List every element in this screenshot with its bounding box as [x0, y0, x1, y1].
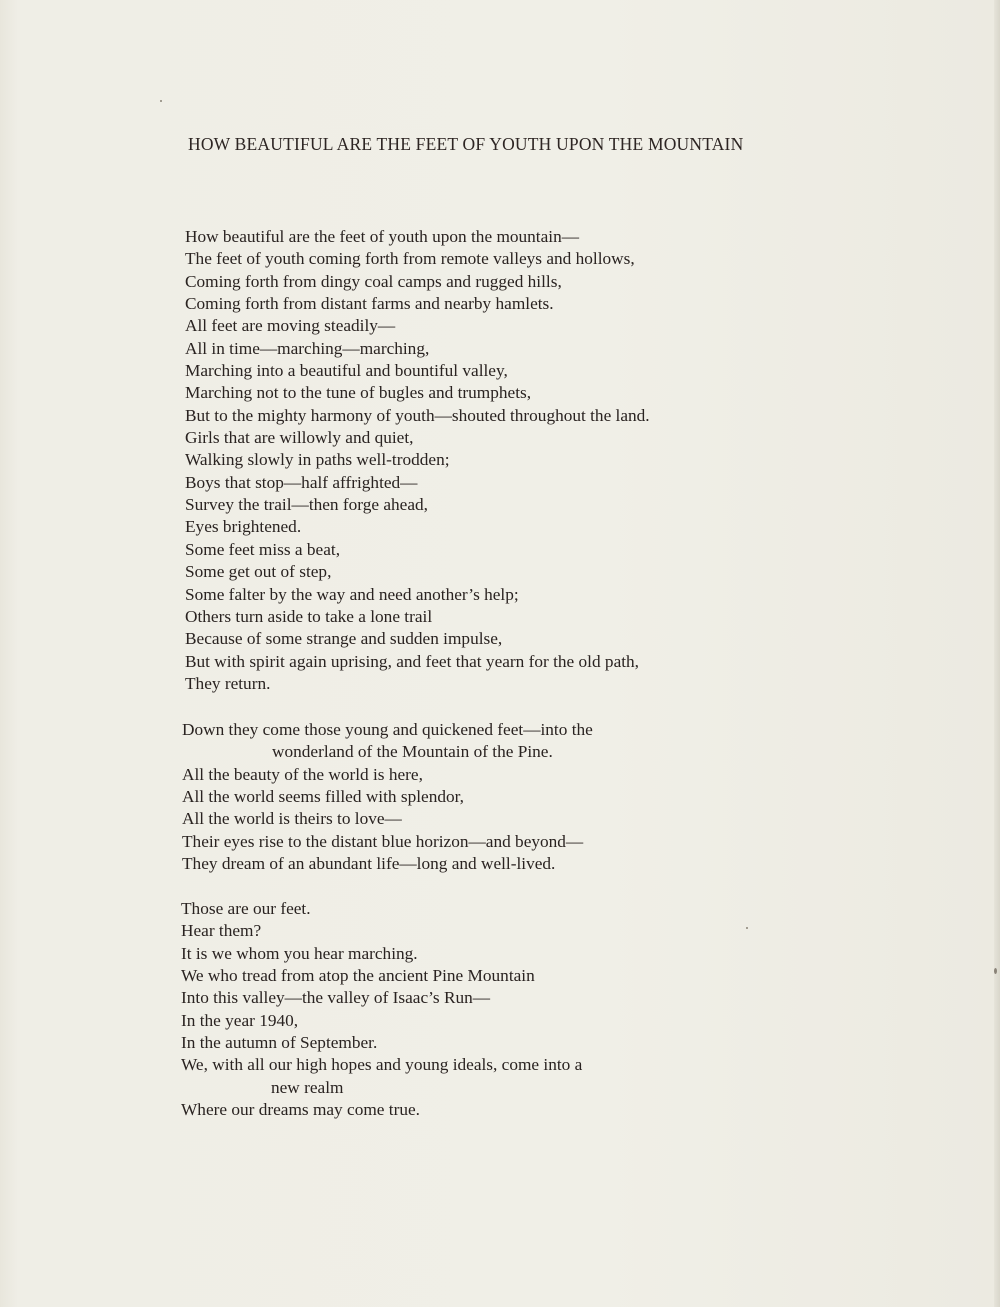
stanza-3 [181, 898, 901, 1121]
stanza-1 [185, 226, 905, 695]
poem-line: Marching into a beautiful and bountiful valley, [185, 361, 508, 381]
paper-speck [994, 968, 997, 974]
poem-line: We, with all our high hopes and young ideals, come into a [181, 1055, 583, 1075]
poem-line: Into this valley—the valley of Isaac’s Run— [181, 988, 491, 1008]
poem-line: Girls that are willowly and quiet, [185, 428, 414, 448]
poem-line: Boys that stop—half affrighted— [185, 472, 418, 492]
poem-line: They dream of an abundant life—long and well-lived. [182, 854, 556, 874]
poem-line: How beautiful are the feet of youth upon the mountain— [185, 227, 580, 246]
poem-line: All in time—marching—marching, [185, 338, 430, 358]
poem-line: Down they come those young and quickened feet—into the [182, 720, 593, 739]
poem-line: They return. [185, 673, 271, 693]
poem-line: Marching not to the tune of bugles and trumphets, [185, 383, 532, 403]
poem-line: Eyes brightened. [185, 517, 302, 537]
poem-line: Coming forth from dingy coal camps and rugged hills, [185, 271, 562, 291]
poem-line: Some falter by the way and need another’s help; [185, 584, 519, 604]
poem-line: Walking slowly in paths well-trodden; [185, 450, 450, 470]
poem-line-continuation: new realm [271, 1077, 344, 1097]
poem-line: Because of some strange and sudden impulse, [185, 629, 503, 649]
poem-line: Survey the trail—then forge ahead, [185, 495, 428, 515]
poem-line-continuation: wonderland of the Mountain of the Pine. [272, 742, 553, 762]
poem-line: In the autumn of September. [181, 1033, 378, 1053]
poem-line: We who tread from atop the ancient Pine Mountain [181, 966, 535, 986]
poem-line: Their eyes rise to the distant blue horizon—and beyond— [182, 831, 584, 851]
poem-line: The feet of youth coming forth from remote valleys and hollows, [185, 249, 635, 269]
poem-line: In the year 1940, [181, 1010, 299, 1030]
poem-line: But to the mighty harmony of youth—shouted throughout the land. [185, 405, 650, 425]
poem-line: All the world seems filled with splendor, [182, 787, 465, 807]
poem-title: HOW BEAUTIFUL ARE THE FEET OF YOUTH UPON THE MOUNTAIN [188, 134, 744, 154]
poem-line: Hear them? [181, 921, 262, 941]
paper-speck [160, 100, 162, 102]
poem-line: All feet are moving steadily— [185, 316, 396, 336]
poem-line: Some get out of step, [185, 562, 332, 582]
stanza-2 [182, 719, 902, 875]
poem-line: Others turn aside to take a lone trail [185, 606, 433, 626]
page-edge [994, 0, 1000, 1307]
poem-line: It is we whom you hear marching. [181, 943, 418, 963]
poem-line: All the beauty of the world is here, [182, 764, 423, 784]
poem-line: Those are our feet. [181, 899, 311, 918]
poem-line: Coming forth from distant farms and nearby hamlets. [185, 294, 554, 314]
poem-line: All the world is theirs to love— [182, 809, 402, 829]
poem-line: Where our dreams may come true. [181, 1100, 420, 1120]
poem-line: Some feet miss a beat, [185, 539, 341, 559]
poem-line: But with spirit again uprising, and feet that yearn for the old path, [185, 651, 640, 671]
